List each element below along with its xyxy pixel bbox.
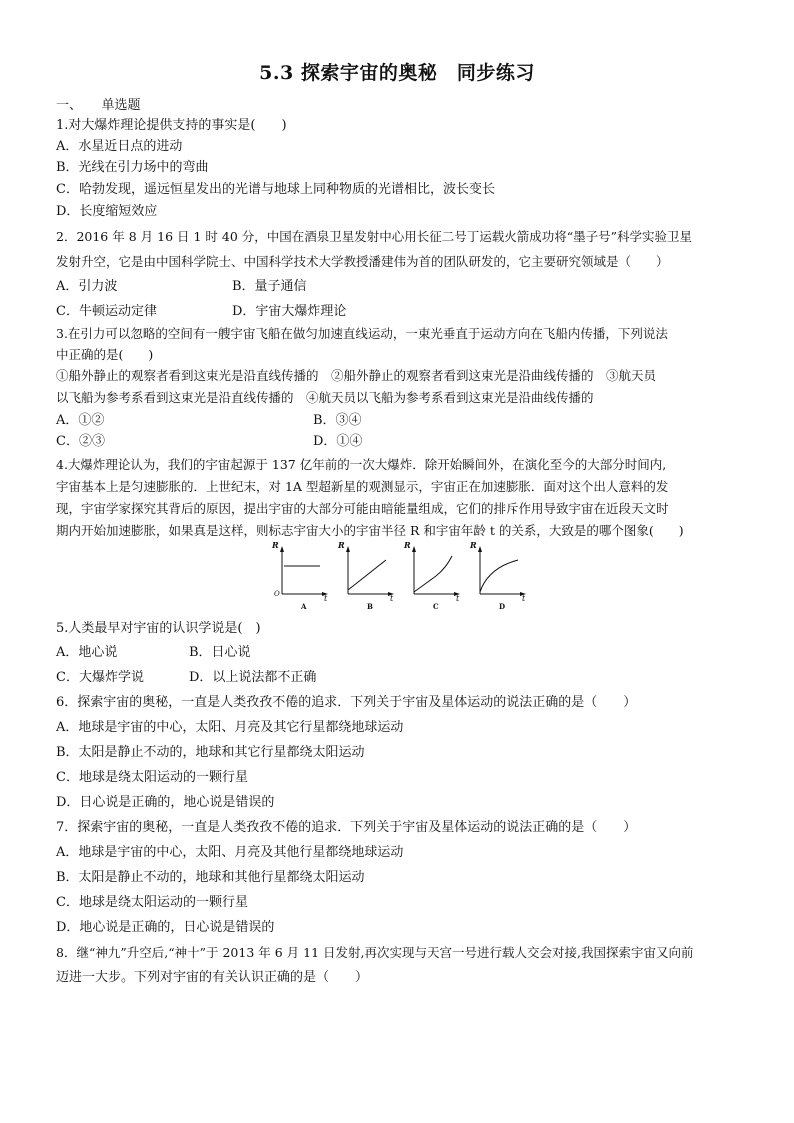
graph-b-y-arrow [346,546,350,552]
q3-stem-line4: 以飞船为参考系看到这束光是沿直线传播的 ④航天员以飞船为参考系看到这束光是沿曲线传播的 [56,390,594,405]
q1-stem: 1.对大爆炸理论提供支持的事实是( ) [56,118,287,133]
q7-option-d: D．地心说是正确的，日心说是错误的 [56,920,275,935]
q5-option-c: C．大爆炸学说 [56,670,144,685]
q2-option-a: A．引力波 [56,279,118,294]
q1-option-c: C．哈勃发现，遥远恒星发出的光谱与地球上同种物质的光谱相比，波长变长 [56,182,495,197]
q6-option-a: A．地球是宇宙的中心，太阳、月亮及其它行星都绕地球运动 [56,720,404,735]
q4-graph-a [270,540,330,614]
graph-a-y-label: R [272,540,279,550]
graph-origin-label: O [274,590,280,598]
graph-d-curve [480,560,518,592]
q3-stem-line2: 中正确的是( ) [56,347,154,362]
graph-c-x-label: t [456,594,460,603]
q7-option-a: A．地球是宇宙的中心，太阳、月亮及其他行星都绕地球运动 [56,845,404,860]
graph-d-label: D [499,602,506,611]
q1-option-a: A．水星近日点的进动 [56,139,183,154]
graph-d-x-label: t [522,594,526,603]
graph-a-label: A [301,602,307,611]
q5-option-a: A．地心说 [56,645,118,660]
graph-c-curve [414,556,452,592]
q3-stem-line3: ①船外静止的观察者看到这束光是沿直线传播的 ②船外静止的观察者看到这束光是沿曲线传播的 ③航天员 [56,368,657,383]
q7-option-c: C．地球是绕太阳运动的一颗行星 [56,895,248,910]
q6-stem: 6．探索宇宙的奥秘，一直是人类孜孜不倦的追求．下列关于宇宙及星体运动的说法正确的是（ ） [56,695,637,710]
q4-stem-line4: 期内开始加速膨胀，如果真是这样，则标志宇宙大小的宇宙半径 R 和宇宙年龄 t 的关系，大致是的哪个图象( ) [56,523,684,538]
q2-option-b: B．量子通信 [232,279,307,294]
q1-option-d: D．长度缩短效应 [56,204,158,219]
graph-d-y-label: R [470,540,477,550]
q8-stem-line2: 迈进一大步。下列对宇宙的有关认识正确的是（ ） [56,970,369,985]
q3-stem-line1: 3.在引力可以忽略的空间有一艘宇宙飞船在做匀加速直线运动，一束光垂直于运动方向在飞船内传播，下列说法 [56,326,668,341]
q4-graph-d [468,540,528,614]
graph-c-svg [402,540,462,614]
q2-option-d: D．宇宙大爆炸理论 [232,304,347,319]
q3-option-a: A．①② [56,413,105,428]
q7-stem: 7．探索宇宙的奥秘，一直是人类孜孜不倦的追求．下列关于宇宙及星体运动的说法正确的是（ ） [56,820,637,835]
graph-a-x-label: t [324,594,328,603]
graph-b-curve [348,560,386,590]
q4-graph-c [402,540,462,614]
graph-a-y-arrow [280,546,284,552]
q5-option-d: D．以上说法都不正确 [189,670,317,685]
q4-stem-line3: 现，宇宙学家探究其背后的原因，提出宇宙的大部分可能由暗能量组成，它们的排斥作用导致宇宙在近段天文时 [56,501,669,516]
graph-b-label: B [367,602,373,611]
q2-option-c: C．牛顿运动定律 [56,304,157,319]
page-title: 5.3 探索宇宙的奥秘 同步练习 [259,62,535,84]
q3-option-d: D．①④ [313,434,363,449]
q4-stem-line2: 宇宙基本上是匀速膨胀的．上世纪末，对 1A 型超新星的观测显示，宇宙正在加速膨胀．面对这个出人意料的发 [56,479,669,494]
q2-stem-line1: 2．2016 年 8 月 16 日 1 时 40 分，中国在酒泉卫星发射中心用长征二号丁运载火箭成功将“墨子号”科学实验卫星 [56,229,693,244]
q1-option-b: B．光线在引力场中的弯曲 [56,160,209,175]
q7-option-b: B．太阳是静止不动的，地球和其他行星都绕太阳运动 [56,870,365,885]
graph-c-y-label: R [404,540,411,550]
q8-stem-line1: 8．继“神九”升空后,“神十”于 2013 年 6 月 11 日发射,再次实现与天宫一号进行载人交会对接,我国探索宇宙又向前 [56,945,694,960]
graph-a-svg [270,540,330,614]
q4-graph-b [336,540,396,614]
q5-option-b: B．日心说 [189,645,251,660]
q4-stem-line1: 4.大爆炸理论认为，我们的宇宙起源于 137 亿年前的一次大爆炸．除开始瞬间外，在演化至今的大部分时间内, [56,457,667,472]
graph-c-label: C [433,602,439,611]
q6-option-d: D．日心说是正确的，地心说是错误的 [56,795,275,810]
q3-option-c: C．②③ [56,434,105,449]
graph-b-y-label: R [338,540,345,550]
q4-graph-options [270,540,530,614]
q2-stem-line2: 发射升空，它是由中国科学院士、中国科学技术大学教授潘建伟为首的团队研发的，它主要研究领域是（ ） [56,254,669,269]
graph-b-x-label: t [390,594,394,603]
graph-b-svg [336,540,396,614]
graph-d-y-arrow [478,546,482,552]
graph-d-svg [468,540,528,614]
q6-option-c: C．地球是绕太阳运动的一颗行星 [56,770,248,785]
q5-stem: 5.人类最早对宇宙的认识学说是( ) [56,621,261,636]
section-heading: 一、 单选题 [56,98,141,113]
q3-option-b: B．③④ [313,413,362,428]
q6-option-b: B．太阳是静止不动的，地球和其它行星都绕太阳运动 [56,745,365,760]
graph-c-y-arrow [412,546,416,552]
